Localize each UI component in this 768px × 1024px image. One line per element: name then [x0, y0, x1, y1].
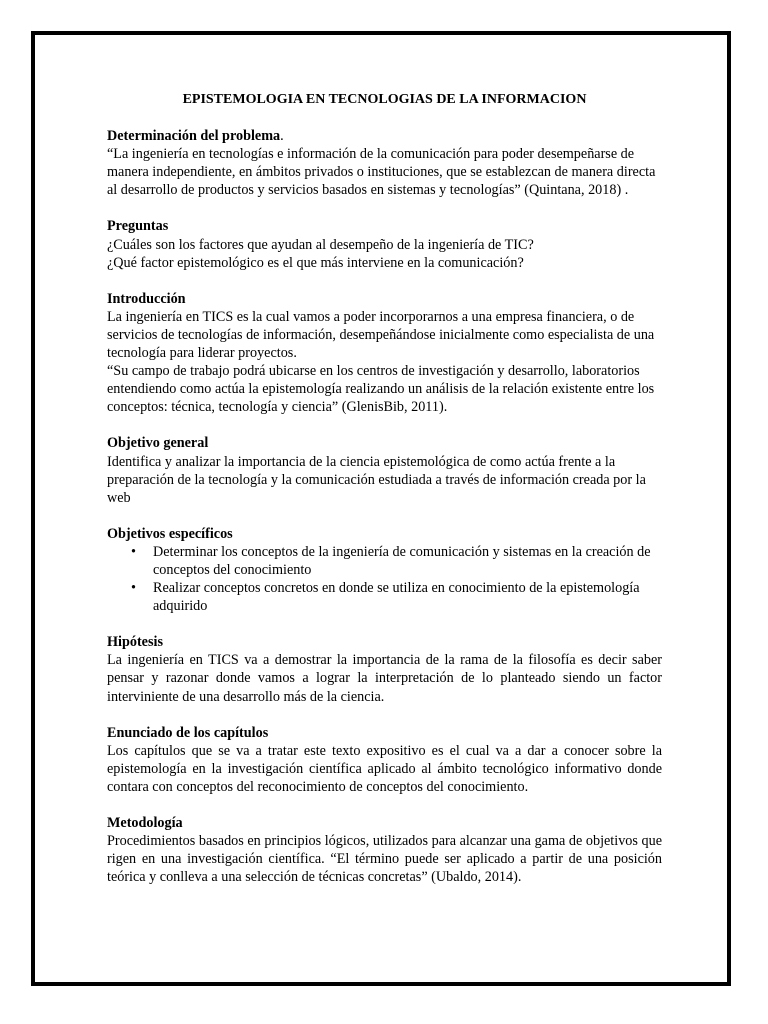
metodologia-text: Procedimientos basados en principios lógicos, utilizados para alcanzar una gama de objetivos que rigen en una investigación científica. “El término puede ser aplicado a partir de una posición teórica y conlleva a una selección de técnicas concretas” (Ubaldo, 2014). [107, 833, 662, 886]
heading-capitulos: Enunciado de los capítulos [107, 724, 269, 741]
document-body [107, 91, 662, 904]
heading-objetivos-especificos: Objetivos específicos [107, 525, 233, 542]
capitulos-text: Los capítulos que se va a tratar este texto expositivo es el cual va a dar a conocer sobre la epistemología en la investigación científica aplicado al ámbito tecnológico informativo donde contara con conceptos del reconocimiento de conceptos del conocimiento. [107, 742, 662, 795]
heading-objetivo-general: Objetivo general [107, 435, 209, 452]
objetivos-list [107, 543, 662, 615]
heading-hipotesis: Hipótesis [107, 634, 163, 651]
bullet-icon: • [131, 543, 136, 560]
introduccion-paragraph-2: “Su campo de trabajo podrá ubicarse en los centros de investigación y desarrollo, laboratorios entendiendo como actúa la epistemología realizando un análisis de la relación existente entre los conceptos: técnica, tecnología y ciencia” (GlenisBib, 2011). [107, 363, 655, 416]
problema-text: “La ingeniería en tecnologías e información de la comunicación para poder desempeñarse de manera independiente, en ámbitos privados o instituciones, que se establezcan de manera directa al desarrollo de productos y servicios basados en sistemas y tecnologías” (Quintana, 2018) . [107, 146, 656, 199]
pregunta-2: ¿Qué factor epistemológico es el que más interviene en la comunicación? [107, 254, 524, 271]
hipotesis-text: La ingeniería en TICS va a demostrar la importancia de la rama de la filosofía es decir saber pensar y razonar donde vamos a lograr la interpretación de lo planteado siendo un factor interviniente de una desarrollo más de la ciencia. [107, 652, 662, 705]
heading-problema: Determinación del problema [107, 128, 281, 145]
list-item-text: Determinar los conceptos de la ingeniería de comunicación y sistemas en la creación de conceptos del conocimiento [153, 543, 651, 578]
list-item-text: Realizar conceptos concretos en donde se utiliza en conocimiento de la epistemología adquirido [153, 580, 640, 615]
objetivo-general-text: Identifica y analizar la importancia de la ciencia epistemológica de como actúa frente a la preparación de la tecnología y la comunicación estudiada a través de información creada por la web [107, 453, 646, 506]
list-item [131, 543, 662, 579]
section-capitulos [107, 724, 662, 796]
section-preguntas [107, 217, 662, 271]
heading-problema-punct: . [280, 128, 284, 145]
section-objetivo-general [107, 434, 662, 506]
section-introduccion [107, 290, 662, 417]
heading-metodologia: Metodología [107, 815, 183, 831]
section-hipotesis [107, 633, 662, 705]
list-item [131, 579, 662, 615]
bullet-icon: • [131, 580, 136, 597]
pregunta-1: ¿Cuáles son los factores que ayudan al desempeño de la ingeniería de TIC? [107, 236, 534, 253]
heading-preguntas: Preguntas [107, 218, 169, 235]
section-metodologia [107, 814, 662, 886]
document-title: EPISTEMOLOGIA EN TECNOLOGIAS DE LA INFORMACION [182, 92, 587, 107]
section-objetivos-especificos [107, 525, 662, 615]
introduccion-paragraph-1: La ingeniería en TICS es la cual vamos a poder incorporarnos a una empresa financiera, o de servicios de tecnologías de información, desempeñándose inicialmente como especialista de una tecnología para liderar proyectos. [107, 308, 655, 362]
heading-introduccion: Introducción [107, 290, 186, 307]
section-problema [107, 127, 662, 199]
